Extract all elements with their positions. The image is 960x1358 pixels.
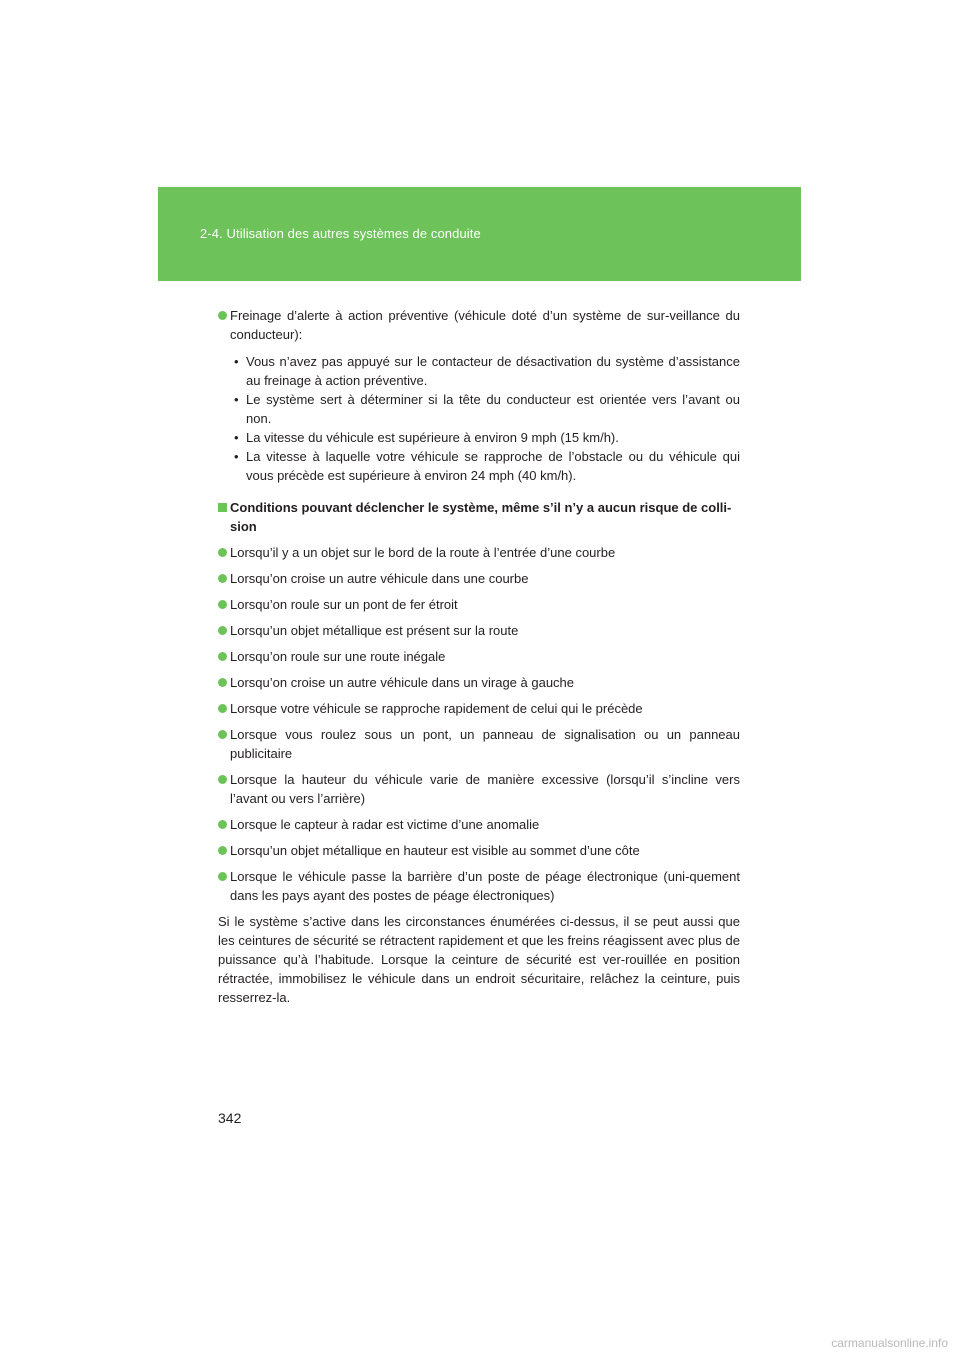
middot-icon: • [234, 354, 239, 369]
sub-item [234, 428, 740, 447]
bullet-dot-icon [218, 872, 227, 881]
list-item-text: Lorsqu’un objet métallique en hauteur est visible au sommet d’une côte [230, 843, 640, 858]
bullet-dot-icon [218, 600, 227, 609]
list-item [218, 841, 740, 860]
list-item [218, 815, 740, 834]
section-title: 2-4. Utilisation des autres systèmes de conduite [200, 226, 481, 241]
list-item [218, 621, 740, 640]
list-item-text: Lorsque vous roulez sous un pont, un panneau de signalisation ou un panneau publicitaire [230, 727, 740, 761]
bullet-dot-icon [218, 820, 227, 829]
list-item-text: Lorsqu’on croise un autre véhicule dans un virage à gauche [230, 675, 575, 690]
list-item-text: Lorsqu’un objet métallique est présent sur la route [230, 623, 519, 638]
list-item [218, 699, 740, 718]
list-item-text: Lorsqu’on croise un autre véhicule dans une courbe [230, 571, 529, 586]
bullet-dot-icon [218, 846, 227, 855]
sub-item-text: Le système sert à déterminer si la tête du conducteur est orientée vers l’avant ou non. [246, 392, 740, 426]
list-item [218, 647, 740, 666]
list-item [218, 569, 740, 588]
middot-icon: • [234, 392, 239, 407]
sub-item [234, 390, 740, 428]
conditions-heading-text: Conditions pouvant déclencher le système, même s’il n’y a aucun risque de colli-sion [230, 500, 732, 534]
bullet-dot-icon [218, 652, 227, 661]
list-item [218, 725, 740, 763]
top-bullet [218, 306, 740, 344]
bullet-dot-icon [218, 626, 227, 635]
list-item [218, 595, 740, 614]
sub-item [234, 447, 740, 485]
sub-item-text: La vitesse à laquelle votre véhicule se rapproche de l’obstacle ou du véhicule qui vous précède est supérieure à environ 24 mph (40 km/h). [246, 449, 740, 483]
list-item-text: Lorsque la hauteur du véhicule varie de manière excessive (lorsqu’il s’incline vers l’avant ou vers l’arrière) [230, 772, 740, 806]
bullet-dot-icon [218, 730, 227, 739]
page-content [218, 306, 740, 1007]
list-item [218, 867, 740, 905]
sub-item-text: Vous n’avez pas appuyé sur le contacteur de désactivation du système d’assistance au freinage à action préventive. [246, 354, 740, 388]
conditions-list [218, 543, 740, 905]
top-bullet-text: Freinage d’alerte à action préventive (véhicule doté d’un système de sur-veillance du conducteur): [230, 308, 740, 342]
list-item-text: Lorsqu’il y a un objet sur le bord de la route à l’entrée d’une courbe [230, 545, 616, 560]
list-item-text: Lorsqu’on roule sur une route inégale [230, 649, 446, 664]
closing-paragraph: Si le système s’active dans les circonstances énumérées ci-dessus, il se peut aussi que les ceintures de sécurité se rétractent rapidement et que les freins réagissent avec plus de puissance qu’à l’habitude. Lorsque la ceinture de sécurité est ver-rouillée en position rétractée, immobilisez le véhicule dans un endroit sécuritaire, relâchez la ceinture, puis resserrez-la. [218, 914, 740, 1005]
list-item-text: Lorsque le véhicule passe la barrière d’un poste de péage électronique (uni-quement dans les pays ayant des postes de péage électroniques) [230, 869, 740, 903]
middot-icon: • [234, 430, 239, 445]
square-bullet-icon [218, 503, 227, 512]
bullet-dot-icon [218, 311, 227, 320]
list-item-text: Lorsqu’on roule sur un pont de fer étroit [230, 597, 458, 612]
list-item [218, 673, 740, 692]
bullet-dot-icon [218, 775, 227, 784]
list-item [218, 543, 740, 562]
watermark: carmanualsonline.info [831, 1336, 948, 1350]
section-header-bar [158, 187, 801, 281]
middot-icon: • [234, 449, 239, 464]
conditions-heading [218, 498, 740, 536]
sub-item-text: La vitesse du véhicule est supérieure à environ 9 mph (15 km/h). [246, 430, 619, 445]
bullet-dot-icon [218, 704, 227, 713]
bullet-dot-icon [218, 574, 227, 583]
bullet-dot-icon [218, 548, 227, 557]
sub-item [234, 352, 740, 390]
sub-list [218, 352, 740, 485]
bullet-dot-icon [218, 678, 227, 687]
page-number: 342 [218, 1110, 242, 1126]
list-item-text: Lorsque le capteur à radar est victime d’une anomalie [230, 817, 540, 832]
list-item [218, 770, 740, 808]
list-item-text: Lorsque votre véhicule se rapproche rapidement de celui qui le précède [230, 701, 643, 716]
